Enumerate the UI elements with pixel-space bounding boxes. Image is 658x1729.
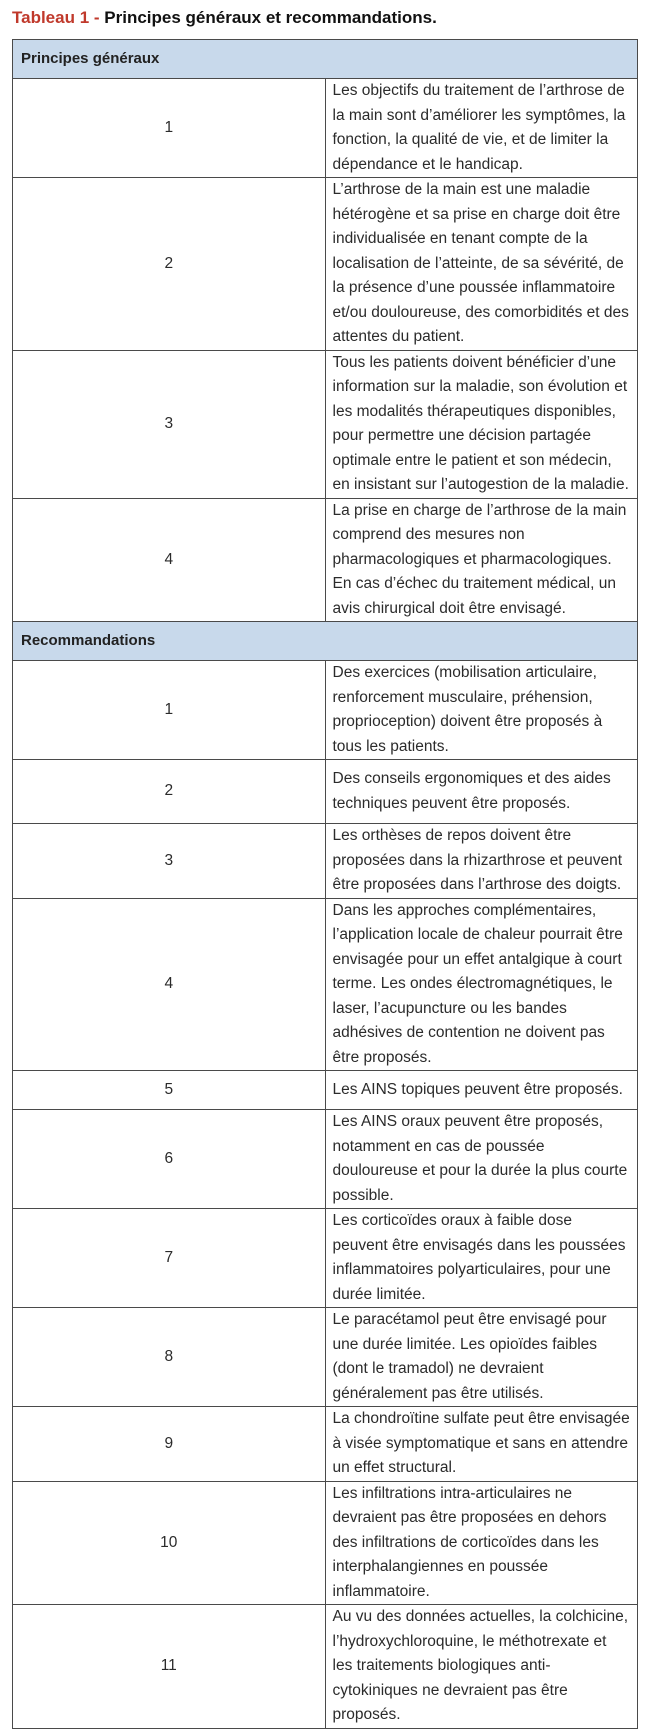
row-text: La chondroïtine sulfate peut être envisagée à visée symptomatique et sans en attendre un effet structural. xyxy=(325,1407,638,1482)
row-text: Dans les approches complémentaires, l’application locale de chaleur pourrait être envisagée pour un effet antalgique à court terme. Les ondes électromagnétiques, le laser, l’acupuncture ou les bandes adhésives de contention ne doivent pas être proposés. xyxy=(325,898,638,1071)
row-text: Les infiltrations intra-articulaires ne devraient pas être proposées en dehors des infiltrations de corticoïdes dans les interphalangiennes en poussée inflammatoire. xyxy=(325,1481,638,1605)
row-number: 10 xyxy=(13,1481,326,1605)
row-number: 3 xyxy=(13,350,326,498)
principles-table xyxy=(12,39,638,1729)
table-row xyxy=(13,178,638,351)
section-header-principles xyxy=(13,40,638,79)
table-row xyxy=(13,1481,638,1605)
row-text: Les AINS topiques peuvent être proposés. xyxy=(325,1071,638,1110)
row-number: 7 xyxy=(13,1209,326,1308)
row-number: 1 xyxy=(13,79,326,178)
table-row xyxy=(13,1071,638,1110)
row-number: 8 xyxy=(13,1308,326,1407)
table-row xyxy=(13,898,638,1071)
section-heading: Recommandations xyxy=(13,622,638,661)
table-row xyxy=(13,1110,638,1209)
row-text: Les corticoïdes oraux à faible dose peuvent être envisagés dans les poussées inflammatoires polyarticulaires, pour une durée limitée. xyxy=(325,1209,638,1308)
table-row xyxy=(13,1407,638,1482)
table-row xyxy=(13,1209,638,1308)
row-number: 11 xyxy=(13,1605,326,1729)
row-number: 2 xyxy=(13,760,326,824)
row-text: L’arthrose de la main est une maladie hétérogène et sa prise en charge doit être individualisée en tenant compte de la localisation de l’atteinte, de sa sévérité, de la présence d’une poussée inflammatoire et/ou douloureuse, des comorbidités et des attentes du patient. xyxy=(325,178,638,351)
table-row xyxy=(13,1308,638,1407)
row-text: Les orthèses de repos doivent être proposées dans la rhizarthrose et peuvent être proposées dans l’arthrose des doigts. xyxy=(325,824,638,899)
row-text: Le paracétamol peut être envisagé pour une durée limitée. Les opioïdes faibles (dont le tramadol) ne devraient généralement pas être utilisés. xyxy=(325,1308,638,1407)
row-text: Au vu des données actuelles, la colchicine, l’hydroxychloroquine, le méthotrexate et les traitements biologiques anti-cytokiniques ne devraient pas être proposés. xyxy=(325,1605,638,1729)
table-title-text: Principes généraux et recommandations. xyxy=(104,8,437,27)
row-number: 3 xyxy=(13,824,326,899)
section-heading: Principes généraux xyxy=(13,40,638,79)
row-number: 6 xyxy=(13,1110,326,1209)
table-row xyxy=(13,79,638,178)
table-row xyxy=(13,498,638,622)
row-number: 9 xyxy=(13,1407,326,1482)
table-number-label: Tableau 1 - xyxy=(12,8,100,27)
table-row xyxy=(13,760,638,824)
row-text: Les AINS oraux peuvent être proposés, notamment en cas de poussée douloureuse et pour la durée la plus courte possible. xyxy=(325,1110,638,1209)
row-text: La prise en charge de l’arthrose de la main comprend des mesures non pharmacologiques et pharmacologiques. En cas d’échec du traitement médical, un avis chirurgical doit être envisagé. xyxy=(325,498,638,622)
row-number: 4 xyxy=(13,898,326,1071)
row-number: 4 xyxy=(13,498,326,622)
table-row xyxy=(13,824,638,899)
row-text: Des conseils ergonomiques et des aides techniques peuvent être proposés. xyxy=(325,760,638,824)
row-text: Les objectifs du traitement de l’arthrose de la main sont d’améliorer les symptômes, la fonction, la qualité de vie, et de limiter la dépendance et le handicap. xyxy=(325,79,638,178)
row-number: 2 xyxy=(13,178,326,351)
table-row xyxy=(13,661,638,760)
section-header-recommendations xyxy=(13,622,638,661)
row-number: 1 xyxy=(13,661,326,760)
table-title xyxy=(12,8,437,28)
table-row xyxy=(13,1605,638,1729)
table-row xyxy=(13,350,638,498)
row-number: 5 xyxy=(13,1071,326,1110)
row-text: Des exercices (mobilisation articulaire, renforcement musculaire, préhension, proprioception) doivent être proposés à tous les patients. xyxy=(325,661,638,760)
row-text: Tous les patients doivent bénéficier d’une information sur la maladie, son évolution et les modalités thérapeutiques disponibles, pour permettre une décision partagée optimale entre le patient et son médecin, en insistant sur l’autogestion de la maladie. xyxy=(325,350,638,498)
